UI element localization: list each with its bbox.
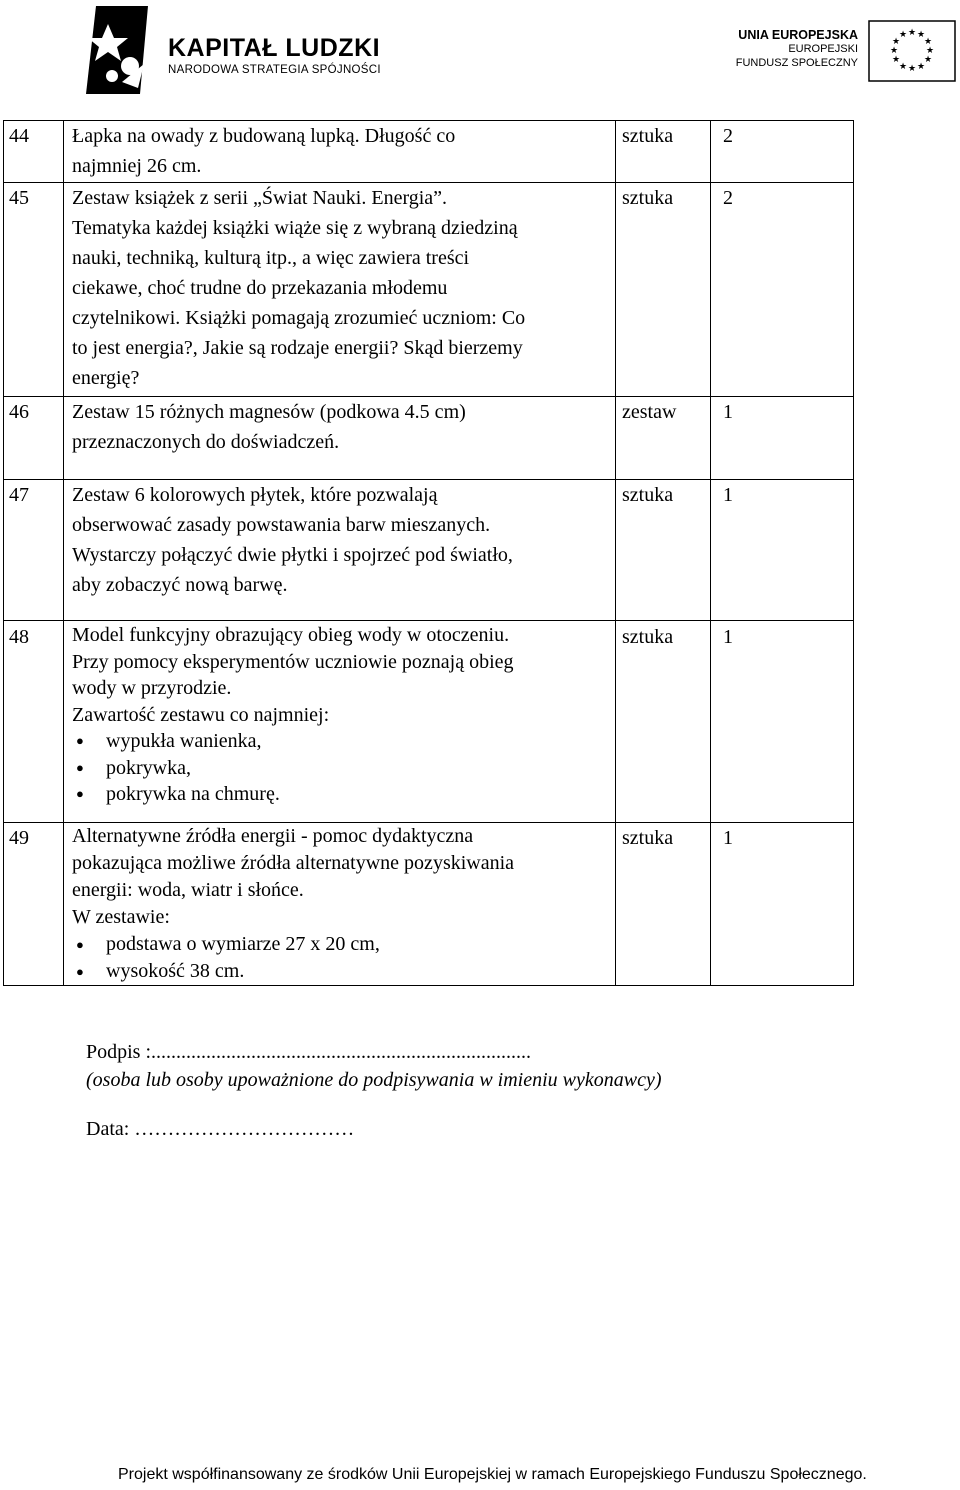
description-text: Łapka na owady z budowaną lupką. Długość co najmniej 26 cm. (72, 125, 456, 177)
svg-text:★: ★ (898, 29, 908, 39)
signature-label: Podpis :............................................................................ (86, 1041, 532, 1063)
row-number: 46 (4, 397, 64, 480)
description-text: Model funkcyjny obrazujący obieg wody w otoczeniu. Przy pomocy eksperymentów uczniowie poznają obieg wody w przyrodzie. Zawartość zestawu co najmniej: (72, 624, 514, 726)
list-item: ● pokrywka, (72, 755, 611, 782)
svg-text:★: ★ (916, 29, 926, 39)
description-text: Zestaw książek z serii „Świat Nauki. Energia”. Tematyka każdej książki wiąże się z wybraną dziedziną nauki, techniką, kulturą itp., a więc zawiera treści ciekawe, choć trudne do przekazania młodemu czytelnikowi. Książki pomagają zrozumieć uczniom: Co to jest energia?, Jakie są rodzaje energii? Skąd bierzemy energię? (72, 187, 526, 389)
table-row (4, 823, 854, 986)
table-row (4, 621, 854, 823)
kapital-ludzki-logo-icon (78, 4, 162, 96)
row-unit: zestaw (616, 397, 711, 480)
signature-block (86, 1038, 662, 1094)
eu-flag-icon (868, 20, 956, 82)
row-quantity: 1 (711, 397, 854, 480)
row-unit: sztuka (616, 480, 711, 621)
svg-text:★: ★ (916, 61, 926, 71)
row-description (64, 121, 616, 183)
row-number: 49 (4, 823, 64, 986)
table-row (4, 397, 854, 480)
list-item: ● wypukła wanienka, (72, 728, 611, 755)
row-number: 44 (4, 121, 64, 183)
svg-text:★: ★ (891, 54, 901, 64)
row-quantity: 1 (711, 621, 854, 823)
description-text: Zestaw 6 kolorowych płytek, które pozwalają obserwować zasady powstawania barw mieszanych. Wystarczy połączyć dwie płytki i spojrzeć pod światło, aby zobaczyć nową barwę. (72, 484, 513, 596)
row-quantity: 2 (711, 183, 854, 397)
eu-line-1: UNIA EUROPEJSKA (738, 28, 858, 42)
signature-role: (osoba lub osoby upoważnione do podpisywania w imieniu wykonawcy) (86, 1069, 662, 1091)
row-unit: sztuka (616, 121, 711, 183)
row-quantity: 1 (711, 823, 854, 986)
table-row (4, 480, 854, 621)
date-line: Data: …………………………… (86, 1118, 355, 1140)
list-item: ● pokrywka na chmurę. (72, 781, 611, 808)
page-header (0, 0, 960, 110)
list-item: ● podstawa o wymiarze 27 x 20 cm, (72, 931, 611, 958)
row-description (64, 397, 616, 480)
row-quantity: 2 (711, 121, 854, 183)
logo-subtitle: NARODOWA STRATEGIA SPÓJNOŚCI (168, 64, 381, 76)
logo-title: KAPITAŁ LUDZKI (168, 34, 381, 62)
table-row (4, 183, 854, 397)
svg-text:★: ★ (923, 36, 933, 46)
row-unit: sztuka (616, 183, 711, 397)
row-description (64, 823, 616, 986)
svg-text:★: ★ (907, 27, 917, 37)
table-row (4, 121, 854, 183)
row-description (64, 621, 616, 823)
svg-text:★: ★ (923, 54, 933, 64)
list-item: ● wysokość 38 cm. (72, 958, 611, 985)
eu-line-3: FUNDUSZ SPOŁECZNY (735, 57, 858, 69)
row-unit: sztuka (616, 823, 711, 986)
items-table (3, 120, 854, 986)
row-description (64, 480, 616, 621)
row-quantity: 1 (711, 480, 854, 621)
svg-text:★: ★ (907, 63, 917, 73)
eu-line-2: EUROPEJSKI (788, 43, 858, 55)
svg-text:★: ★ (925, 45, 935, 55)
description-text: Zestaw 15 różnych magnesów (podkowa 4.5 cm) przeznaczonych do doświadczeń. (72, 401, 466, 453)
description-text: Alternatywne źródła energii - pomoc dydaktyczna pokazująca możliwe źródła alternatywne pozyskiwania energii: woda, wiatr i słońce. W zestawie: (72, 825, 515, 928)
row-description (64, 183, 616, 397)
row-number: 47 (4, 480, 64, 621)
svg-text:★: ★ (898, 61, 908, 71)
footer-text: Projekt współfinansowany ze środków Unii Europejskiej w ramach Europejskiego Funduszu Społecznego. (118, 1466, 867, 1483)
svg-text:★: ★ (889, 45, 899, 55)
row-number: 45 (4, 183, 64, 397)
eu-text (736, 28, 858, 70)
row-unit: sztuka (616, 621, 711, 823)
bullet-list (72, 728, 611, 808)
bullet-list (72, 931, 611, 985)
row-number: 48 (4, 621, 64, 823)
svg-text:★: ★ (891, 36, 901, 46)
